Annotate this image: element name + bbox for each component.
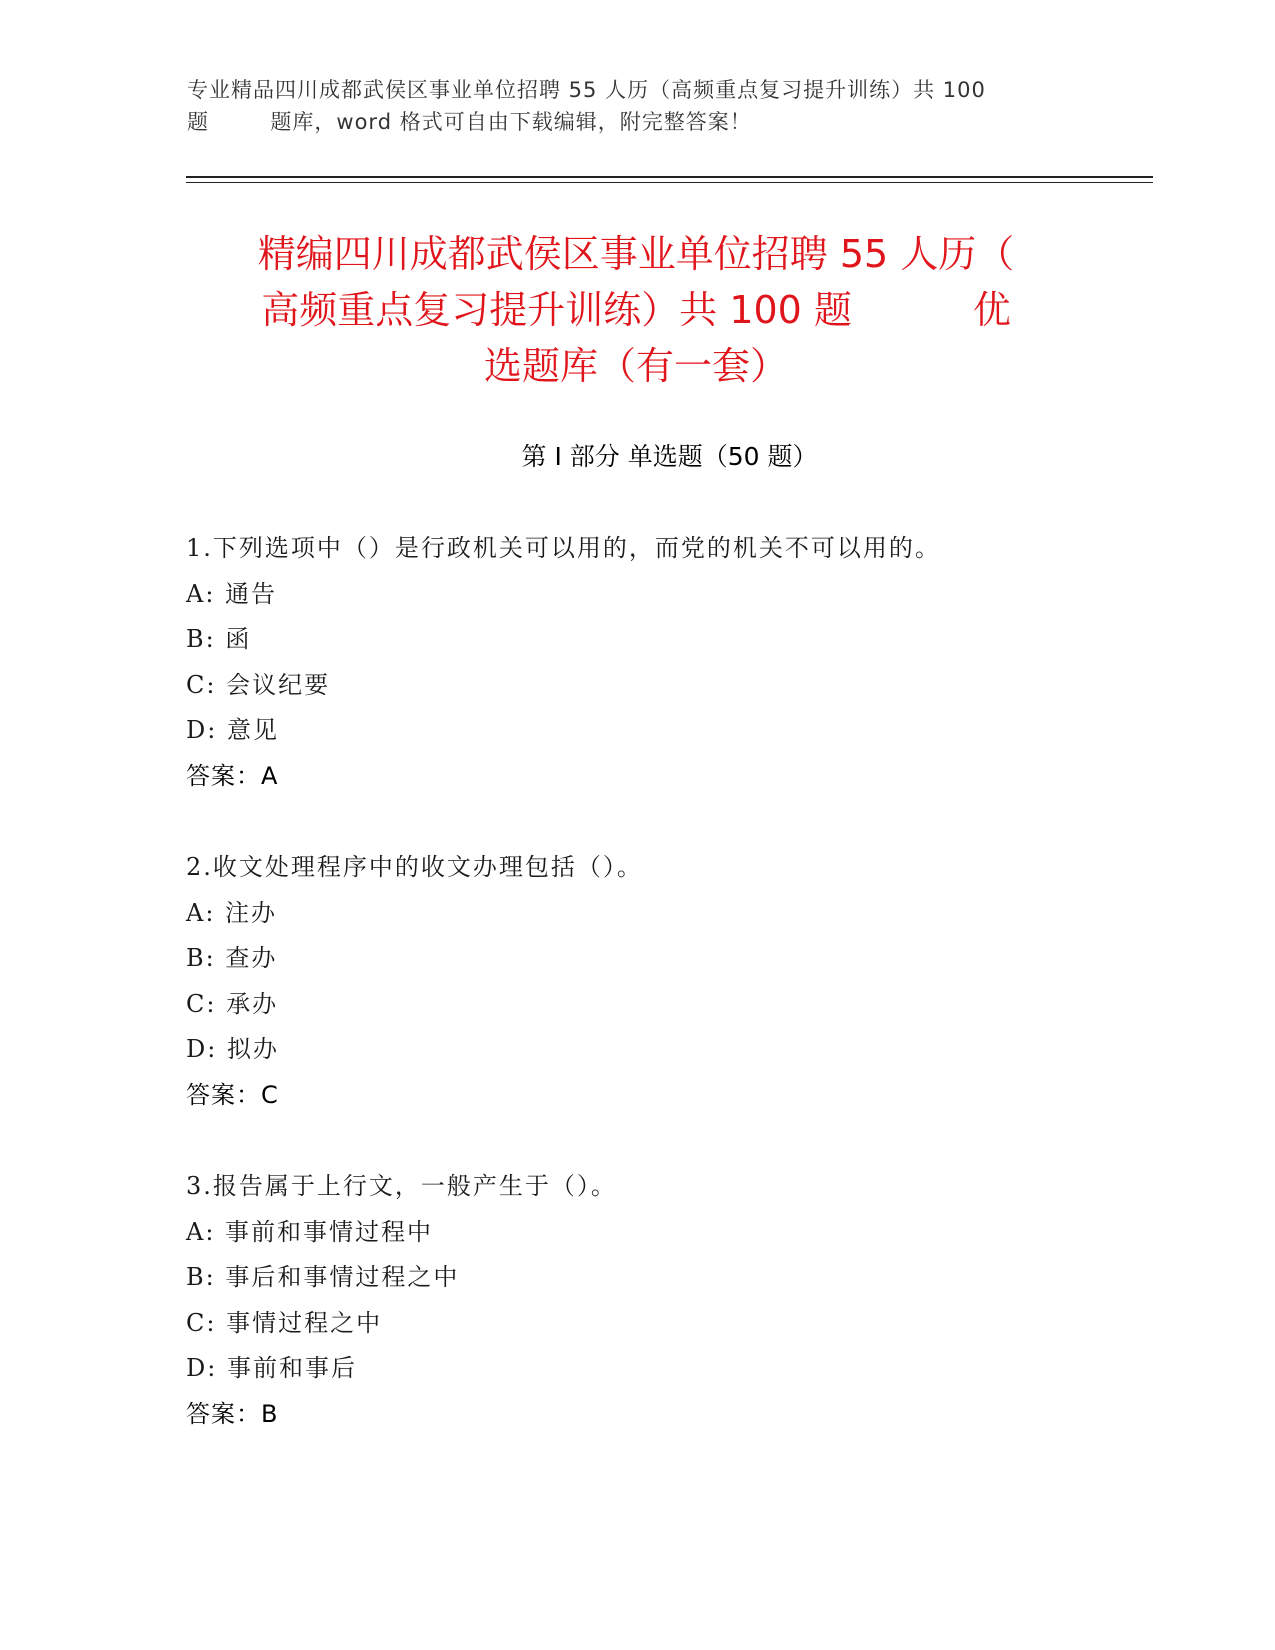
question-3 — [186, 1164, 1153, 1437]
question-stem: 3.报告属于上行文，一般产生于（）。 — [186, 1172, 617, 1200]
title-line-3: 选题库（有一套） — [483, 344, 788, 388]
header-note-line-1: 专业精品四川成都武侯区事业单位招聘 55 人历（高频重点复习提升训练）共 100 — [187, 78, 986, 102]
answer-line: 答案：A — [186, 761, 279, 790]
option-b: B: 查办 — [186, 944, 278, 972]
question-stem: 2.收文处理程序中的收文办理包括（）。 — [186, 853, 643, 881]
option-a: A: 注办 — [186, 898, 278, 927]
question-2 — [186, 845, 1153, 1118]
answer-line: 答案：C — [186, 1080, 279, 1109]
section-title: 第 I 部分 单选题（50 题） — [521, 442, 818, 471]
header-divider-thick — [186, 176, 1153, 178]
option-a: A: 通告 — [186, 579, 278, 608]
option-b: B: 事后和事情过程之中 — [186, 1263, 460, 1291]
header-note-line-2: 题 题库，word 格式可自由下载编辑，附完整答案！ — [187, 110, 752, 134]
option-c: C: 事情过程之中 — [186, 1308, 383, 1337]
answer-line: 答案：B — [186, 1399, 279, 1428]
option-b: B: 函 — [186, 625, 252, 653]
title-line-2: 高频重点复习提升训练）共 100 题 优 — [261, 288, 1011, 332]
option-d: D: 拟办 — [186, 1035, 279, 1063]
question-stem: 1.下列选项中（）是行政机关可以用的，而党的机关不可以用的。 — [186, 534, 941, 562]
option-a: A: 事前和事情过程中 — [186, 1217, 434, 1246]
document-title — [186, 226, 1086, 394]
option-c: C: 承办 — [186, 989, 279, 1018]
header-divider-thin — [186, 182, 1153, 183]
option-d: D: 意见 — [186, 716, 279, 744]
option-d: D: 事前和事后 — [186, 1354, 357, 1382]
question-1 — [186, 526, 1153, 799]
title-line-1: 精编四川成都武侯区事业单位招聘 55 人历（ — [257, 232, 1015, 276]
option-c: C: 会议纪要 — [186, 670, 331, 699]
document-header-note — [187, 74, 1087, 138]
